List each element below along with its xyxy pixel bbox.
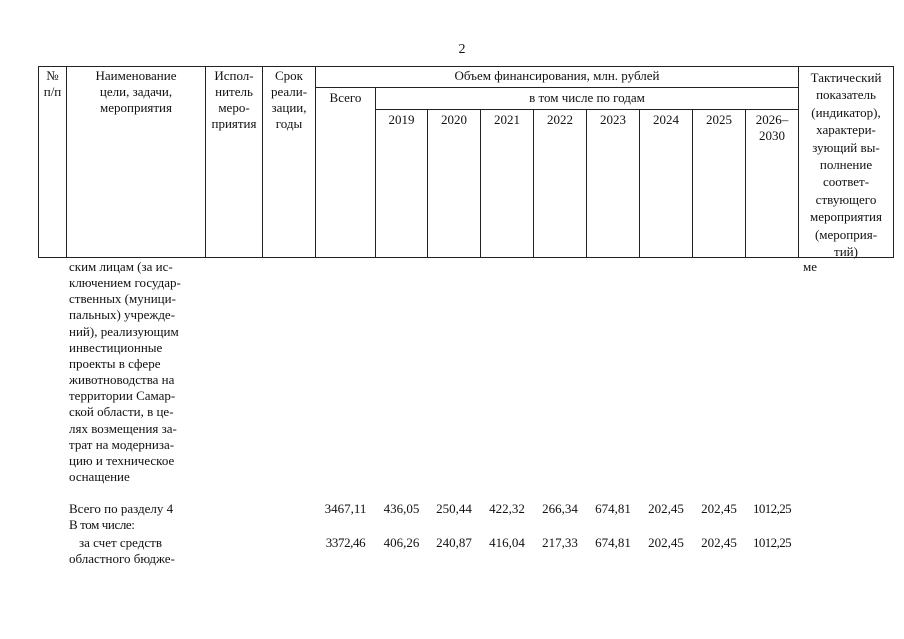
measure-continuation <box>69 259 196 485</box>
value-cell: 250,44 <box>436 501 472 516</box>
text-line: инвестиционные <box>69 339 163 355</box>
grid-line <box>427 109 428 258</box>
value-cell: 202,45 <box>701 501 737 516</box>
value-cell: 1012,25 <box>752 535 792 550</box>
grid-line <box>639 109 640 258</box>
text-line: областного бюдже- <box>69 551 175 567</box>
row-label <box>69 535 196 567</box>
text-line: проекты в сфере <box>69 355 161 371</box>
grid-line <box>692 109 693 258</box>
grid-line <box>533 109 534 258</box>
header-funding: Объем финансирования, млн. рублей <box>454 68 660 83</box>
text-line: животноводства на <box>69 372 175 388</box>
grid-line <box>480 109 481 258</box>
header-by-years: в том числе по годам <box>529 90 645 105</box>
text-line: пальных) учрежде- <box>69 307 176 323</box>
text-line: ским лицам (за ис- <box>69 259 173 274</box>
header-year: 2025 <box>706 112 732 127</box>
header-executor: Испол- нитель меро- приятия <box>211 68 257 131</box>
value-total: 3467,11 <box>324 501 367 516</box>
grid-line <box>893 66 894 258</box>
text-line: трат на модерниза- <box>69 436 175 452</box>
row-label-subtotal: В том числе: <box>69 517 135 532</box>
header-year: 2020 <box>441 112 467 127</box>
indicator-continuation: ме <box>803 259 817 274</box>
value-cell: 436,05 <box>383 501 420 516</box>
text-line: лях возмещения за- <box>69 420 177 436</box>
header-name: Наименование цели, задачи, мероприятия <box>95 68 177 115</box>
value-total: 3372,46 <box>325 535 366 550</box>
header-num: № п/п <box>43 68 62 99</box>
value-cell: 202,45 <box>648 535 684 550</box>
grid-line <box>315 87 798 88</box>
header-year: 2019 <box>388 112 415 127</box>
grid-line <box>38 66 893 67</box>
text-line: оснащение <box>69 469 130 485</box>
value-cell: 406,26 <box>383 535 420 550</box>
header-indicator: Тактический показатель (индикатор), характери- зующий вы- полнение соответ- ствующего мероприятия (мероприя- тий) <box>809 70 882 260</box>
value-cell: 202,45 <box>648 501 684 516</box>
value-cell: 416,04 <box>489 535 525 550</box>
header-term: Срок реали- зации, годы <box>270 68 308 131</box>
header-year: 2024 <box>653 112 679 127</box>
header-year: 2023 <box>600 112 626 127</box>
text-line: ключением государ- <box>69 275 181 291</box>
text-line: ской области, в це- <box>69 404 174 420</box>
header-total: Всего <box>329 90 362 105</box>
text-line: цию и техническое <box>69 452 175 468</box>
text-line: за счет средств <box>79 535 162 550</box>
header-year: 2026– 2030 <box>755 112 789 143</box>
text-line: ственных (муници- <box>69 291 176 307</box>
value-cell: 266,34 <box>542 501 578 516</box>
value-cell: 202,45 <box>701 535 737 550</box>
text-line: ний), реализующим <box>69 323 179 339</box>
value-cell: 674,81 <box>595 535 631 550</box>
value-cell: 422,32 <box>489 501 525 516</box>
grid-line <box>38 257 893 258</box>
header-year: 2022 <box>547 112 573 127</box>
value-cell: 674,81 <box>595 501 631 516</box>
value-cell: 1012,25 <box>752 501 792 516</box>
row-label: Всего по разделу 4 <box>69 501 174 516</box>
grid-line <box>586 109 587 258</box>
text-line: территории Самар- <box>69 388 176 404</box>
value-cell: 217,33 <box>542 535 578 550</box>
page-number: 2 <box>458 42 466 57</box>
value-cell: 240,87 <box>436 535 472 550</box>
header-year: 2021 <box>494 112 520 127</box>
